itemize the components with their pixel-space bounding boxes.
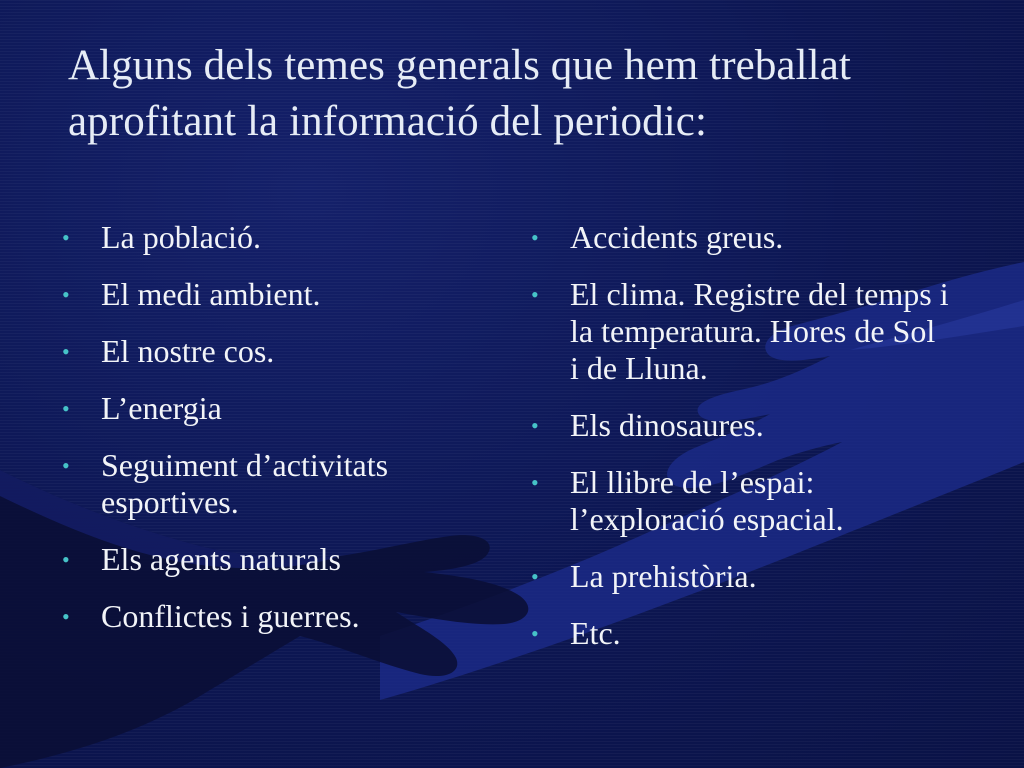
list-item <box>531 558 951 595</box>
bullet-icon: • <box>531 413 539 438</box>
topic-text: El clima. Registre del temps i la temperatura. Hores de Sol i de Lluna. <box>570 276 949 386</box>
topic-text: Seguiment d’activitats esportives. <box>101 447 389 520</box>
list-item <box>62 447 462 521</box>
bullet-icon: • <box>531 621 539 646</box>
list-item <box>531 464 951 538</box>
topic-text: Els agents naturals <box>101 541 341 577</box>
topic-text: El nostre cos. <box>101 333 275 369</box>
bullet-icon: • <box>531 225 539 250</box>
list-item <box>62 390 462 427</box>
bullet-icon: • <box>531 564 539 589</box>
list-item <box>62 219 462 256</box>
topic-text: L’energia <box>101 390 222 426</box>
bullet-icon: • <box>62 604 70 629</box>
list-item <box>62 333 462 370</box>
topic-text: Etc. <box>570 615 621 651</box>
topic-text: Els dinosaures. <box>570 407 764 443</box>
topic-text: Conflictes i guerres. <box>101 598 360 634</box>
bullet-icon: • <box>62 282 70 307</box>
bullet-icon: • <box>62 396 70 421</box>
bullet-icon: • <box>62 339 70 364</box>
bullet-icon: • <box>62 453 70 478</box>
list-item <box>531 615 951 652</box>
bullet-icon: • <box>62 225 70 250</box>
list-item <box>531 407 951 444</box>
list-item <box>531 219 951 256</box>
right-topic-list <box>531 219 951 672</box>
list-item <box>62 276 462 313</box>
bullet-icon: • <box>531 470 539 495</box>
bullet-icon: • <box>62 547 70 572</box>
topic-text: La població. <box>101 219 261 255</box>
left-topic-list <box>62 219 462 655</box>
topic-text: El llibre de l’espai: l’exploració espacial. <box>570 464 844 537</box>
list-item <box>62 598 462 635</box>
list-item <box>531 276 951 387</box>
bullet-icon: • <box>531 282 539 307</box>
topic-text: La prehistòria. <box>570 558 757 594</box>
topic-text: Accidents greus. <box>570 219 784 255</box>
list-item <box>62 541 462 578</box>
slide-title: Alguns dels temes generals que hem treballat aprofitant la informació del periodic: <box>68 42 851 145</box>
topic-text: El medi ambient. <box>101 276 321 312</box>
